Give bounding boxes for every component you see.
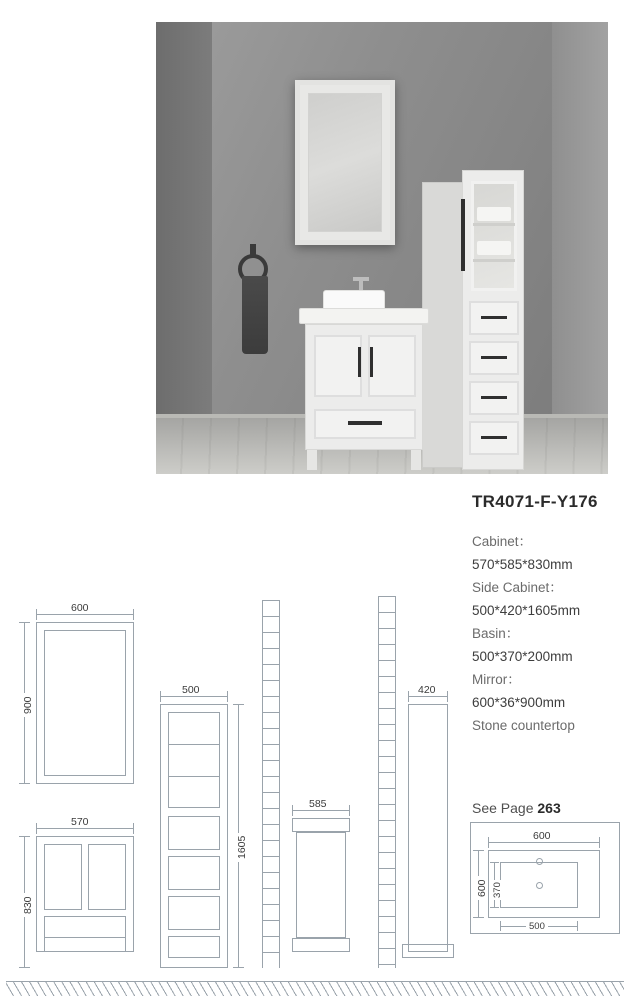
dim-basin-top-width: 600 (530, 830, 554, 842)
vanity-leg-left (307, 450, 317, 470)
drawing-cabinet-side-counter (292, 818, 350, 832)
ground-hatching (6, 982, 624, 996)
vanity-cabinet (299, 290, 429, 470)
spec-label-basin: Basin： (472, 626, 520, 641)
dim-line-side-cabinet-width (160, 696, 228, 697)
drawing-side-cabinet-drawer (168, 896, 220, 930)
dim-side-cabinet-width: 500 (179, 684, 203, 696)
dim-tick (349, 805, 350, 816)
side-cabinet-drawer-handle (481, 436, 507, 439)
dim-tick (160, 691, 161, 702)
dim-tick (233, 967, 244, 968)
spec-value-cabinet: 570*585*830mm (472, 557, 573, 572)
vanity-door-right (368, 335, 416, 397)
dim-cabinet-depth: 585 (306, 798, 330, 810)
vanity-drawer-handle (348, 421, 382, 425)
see-page-number: 263 (537, 800, 561, 816)
dim-tick (408, 691, 409, 702)
dim-tick (36, 609, 37, 620)
see-page-prefix: See Page (472, 800, 538, 816)
dim-tick (19, 783, 30, 784)
dim-tick (473, 850, 484, 851)
dim-line-side-cabinet-depth (408, 696, 448, 697)
vanity-body (305, 324, 423, 450)
dim-line-basin-top-width (488, 842, 600, 843)
countertop (299, 308, 429, 324)
side-cabinet-shelf (473, 259, 515, 262)
side-cabinet-towel (477, 207, 511, 221)
side-cabinet (462, 170, 524, 470)
product-code: TR4071-F-Y176 (472, 492, 598, 511)
side-cabinet-glass-door (471, 181, 517, 291)
drawing-side-cabinet-side-body (408, 704, 448, 952)
basin-faucet-hole (536, 858, 543, 865)
dim-side-cabinet-depth: 420 (415, 684, 439, 696)
drawing-cabinet-door-right (88, 844, 126, 910)
drawing-side-cabinet-side-base (402, 944, 454, 958)
dim-tick (36, 823, 37, 834)
dim-tick (599, 837, 600, 848)
drawing-side-cabinet-drawer (168, 856, 220, 890)
drawing-side-cabinet-drawer (168, 936, 220, 958)
side-cabinet-towel (477, 241, 511, 255)
spec-value-basin: 500*370*200mm (472, 649, 573, 664)
dim-tick (233, 704, 244, 705)
dim-cabinet-width: 570 (68, 816, 92, 828)
drawing-mirror-inner (44, 630, 126, 776)
spec-value-side-cabinet: 500*420*1605mm (472, 603, 581, 618)
vanity-door-handle-left (358, 347, 361, 377)
drawing-cabinet-drawer (44, 916, 126, 938)
technical-drawings (0, 492, 634, 1000)
drawing-side-cabinet-drawer (168, 816, 220, 850)
dim-tick (488, 837, 489, 848)
mirror-glass (308, 93, 382, 232)
dim-tick (292, 805, 293, 816)
side-cabinet-drawer-handle (481, 356, 507, 359)
side-cabinet-handle (461, 199, 465, 271)
photo-wall-left (156, 22, 212, 427)
vanity-door-handle-right (370, 347, 373, 377)
spec-label-mirror: Mirror： (472, 672, 521, 687)
dim-line-cabinet-depth (292, 810, 350, 811)
dim-line-mirror-width (36, 614, 134, 615)
side-cabinet-shelf (473, 223, 515, 226)
dim-tick (473, 917, 484, 918)
spec-value-mirror: 600*36*900mm (472, 695, 566, 710)
side-cabinet-drawer-handle (481, 396, 507, 399)
dim-mirror-height: 900 (22, 693, 34, 717)
drawing-cabinet-leg-left (44, 938, 45, 952)
drawing-side-cabinet-shelf (168, 744, 220, 745)
spec-countertop: Stone countertop (472, 718, 575, 733)
drawing-wall-hatch-side-cabinet (378, 596, 396, 968)
dim-tick (500, 921, 501, 931)
dim-cabinet-height: 830 (22, 893, 34, 917)
drawing-wall-hatch-cabinet-side (262, 600, 280, 968)
dim-basin-inner-width: 500 (526, 921, 548, 932)
dim-tick (19, 967, 30, 968)
drawing-cabinet-leg-right (125, 938, 126, 952)
dim-tick (19, 836, 30, 837)
drawing-cabinet-side-base (292, 938, 350, 952)
dim-tick (447, 691, 448, 702)
product-photo (156, 22, 608, 474)
mirror (295, 80, 395, 245)
dim-line-cabinet-width (36, 828, 134, 829)
hanging-towel (242, 276, 268, 354)
side-cabinet-drawer-handle (481, 316, 507, 319)
vanity-leg-right (411, 450, 421, 470)
dim-tick (577, 921, 578, 931)
drawing-cabinet-door-left (44, 844, 82, 910)
spec-label-cabinet: Cabinet： (472, 534, 533, 549)
dim-side-cabinet-height: 1605 (236, 833, 248, 862)
drawing-side-cabinet-shelf (168, 776, 220, 777)
dim-tick (490, 907, 499, 908)
dim-tick (19, 622, 30, 623)
dim-basin-inner-depth: 370 (492, 882, 503, 898)
dim-tick (133, 823, 134, 834)
basin-drain-hole (536, 882, 543, 889)
spec-label-side-cabinet: Side Cabinet： (472, 580, 563, 595)
drawing-side-cabinet-glass (168, 712, 220, 808)
dim-tick (490, 862, 499, 863)
vanity-door-left (314, 335, 362, 397)
dim-tick (227, 691, 228, 702)
dim-tick (133, 609, 134, 620)
dim-basin-top-depth: 600 (476, 876, 488, 900)
dim-mirror-width: 600 (68, 602, 92, 614)
drawing-cabinet-side-body (296, 832, 346, 938)
